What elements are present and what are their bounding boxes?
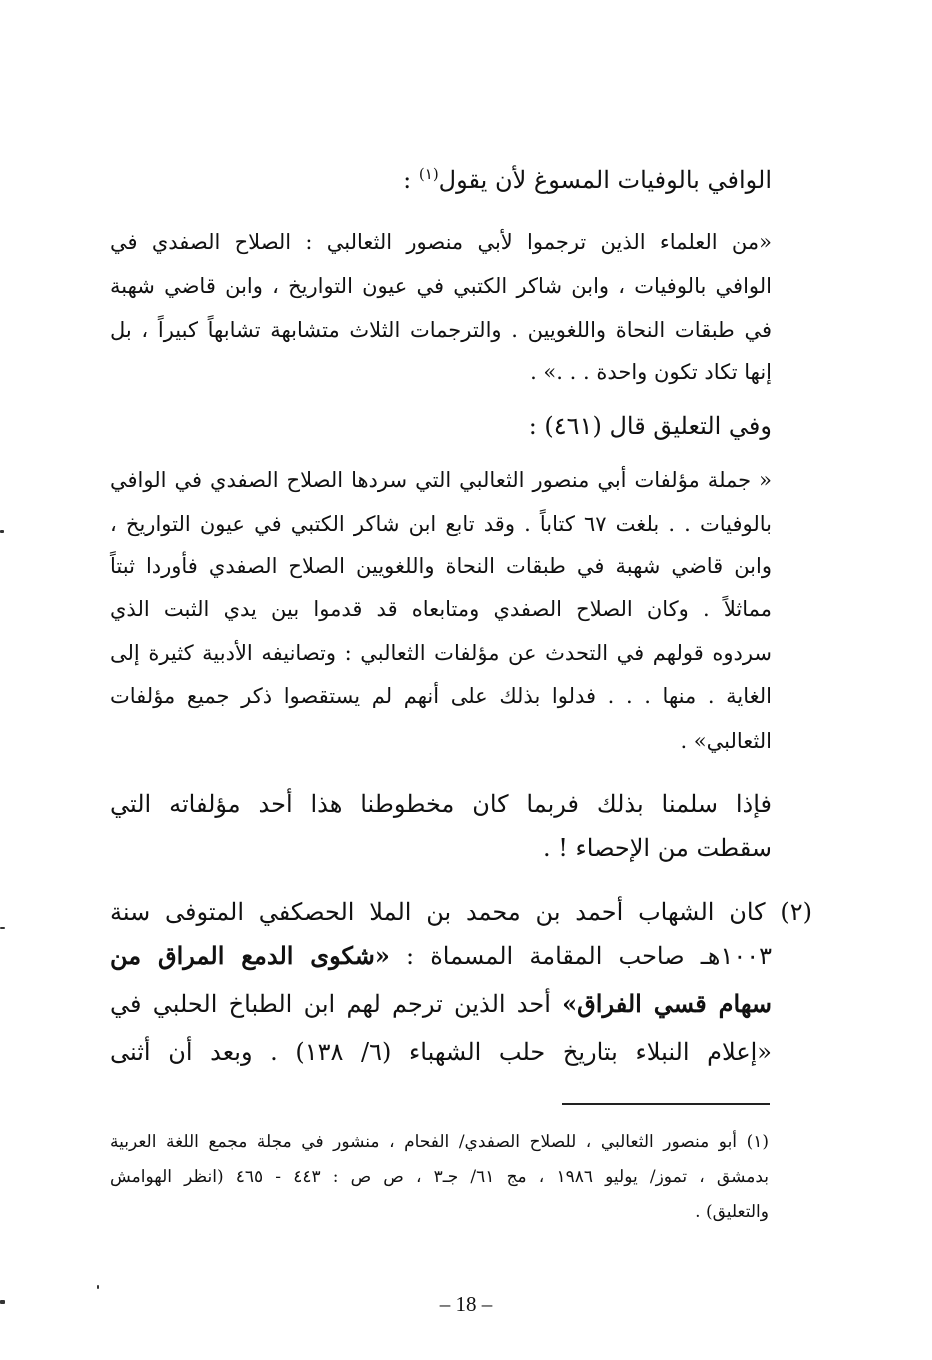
book-title-part1: «شكوى الدمع المراق من (110, 941, 390, 970)
scan-speck (97, 1285, 99, 1289)
scan-speck (0, 927, 5, 929)
quote2-line-5: سردوه قولهم في التحدث عن مؤلفات الثعالبي : وتصانيفه الأدبية كثيرة إلى (110, 641, 772, 665)
comment-heading: وفي التعليق قال (٤٦١) : (528, 412, 772, 440)
page-number: – 18 – (439, 1292, 493, 1316)
footnote-ref-1: (١) (418, 165, 439, 183)
note2-line2-text: ١٠٠٣هـ صاحب المقامة المسماة : (389, 942, 772, 970)
quote1-line-1: «من العلماء الذين ترجموا لأبي منصور الثعالبي : الصلاح الصفدي في (110, 230, 772, 254)
conclusion-line-1: فإذا سلمنا بذلك فربما كان مخطوطنا هذا أحد مؤلفاته التي (110, 790, 772, 818)
intro-line (403, 167, 772, 192)
quote2-line-2: بالوفيات . . بلغت ٦٧ كتاباً . وقد تابع ابن شاكر الكتبي في عيون التواريخ ، (110, 512, 772, 536)
footnote-line-3: والتعليق) . (695, 1202, 769, 1222)
book-title-part2: سهام قسي الفراق» (562, 989, 773, 1018)
quote1-line-3: في طبقات النحاة واللغويين . والترجمات الثلاث متشابهة تشابهاً كبيراً ، بل (110, 318, 772, 342)
note2-line-4: «إعلام النبلاء بتاريخ حلب الشهباء (٦/ ١٣٨) . وبعد أن أثنى (110, 1038, 772, 1066)
footnote-line-1: (١) أبو منصور الثعالبي ، للصلاح الصفدي/ الفحام ، منشور في مجلة مجمع اللغة العربية (110, 1132, 769, 1152)
quote1-line-2: الوافي بالوفيات ، وابن شاكر الكتبي في عيون التواريخ ، وابن قاضي شهبة (110, 274, 772, 298)
note2-line-3 (110, 989, 773, 1018)
note2-line3-text: أحد الذين ترجم لهم ابن الطباخ الحلبي في (110, 990, 563, 1018)
quote2-line-4: مماثلاً . وكان الصلاح الصفدي ومتابعاه قد قدموا بين يدي الثبت الذي (110, 597, 772, 621)
note2-line-1: (٢) كان الشهاب أحمد بن محمد بن الملا الحصكفي المتوفى سنة (110, 898, 812, 926)
quote2-line-6: الغاية . منها . . . فدلوا بذلك على أنهم لم يستقصوا ذكر جميع مؤلفات (110, 684, 772, 708)
footnote-separator (562, 1103, 770, 1105)
conclusion-line-2: سقطت من الإحصاء ! . (542, 834, 772, 862)
scan-speck (0, 530, 4, 533)
intro-text: الوافي بالوفيات المسوغ لأن يقول (438, 166, 772, 194)
intro-tail: : (403, 166, 419, 194)
quote2-line-3: وابن قاضي شهبة في طبقات النحاة واللغويين الصلاح الصفدي فأوردا ثبتاً (110, 554, 772, 578)
note2-line-2 (110, 941, 772, 970)
quote2-line-7: الثعالبي» . (680, 729, 772, 753)
quote1-line-4: إنها تكاد تكون واحدة . . .» . (530, 360, 772, 384)
quote2-line-1: « جملة مؤلفات أبي منصور الثعالبي التي سردها الصلاح الصفدي في الوافي (110, 468, 772, 492)
footnote-line-2: بدمشق ، تموز/ يوليو ١٩٨٦ ، مج ٦١/ جـ٣ ، ص ص : ٤٤٣ - ٤٦٥ (انظر الهوامش (110, 1167, 770, 1187)
scan-speck (0, 1300, 5, 1304)
